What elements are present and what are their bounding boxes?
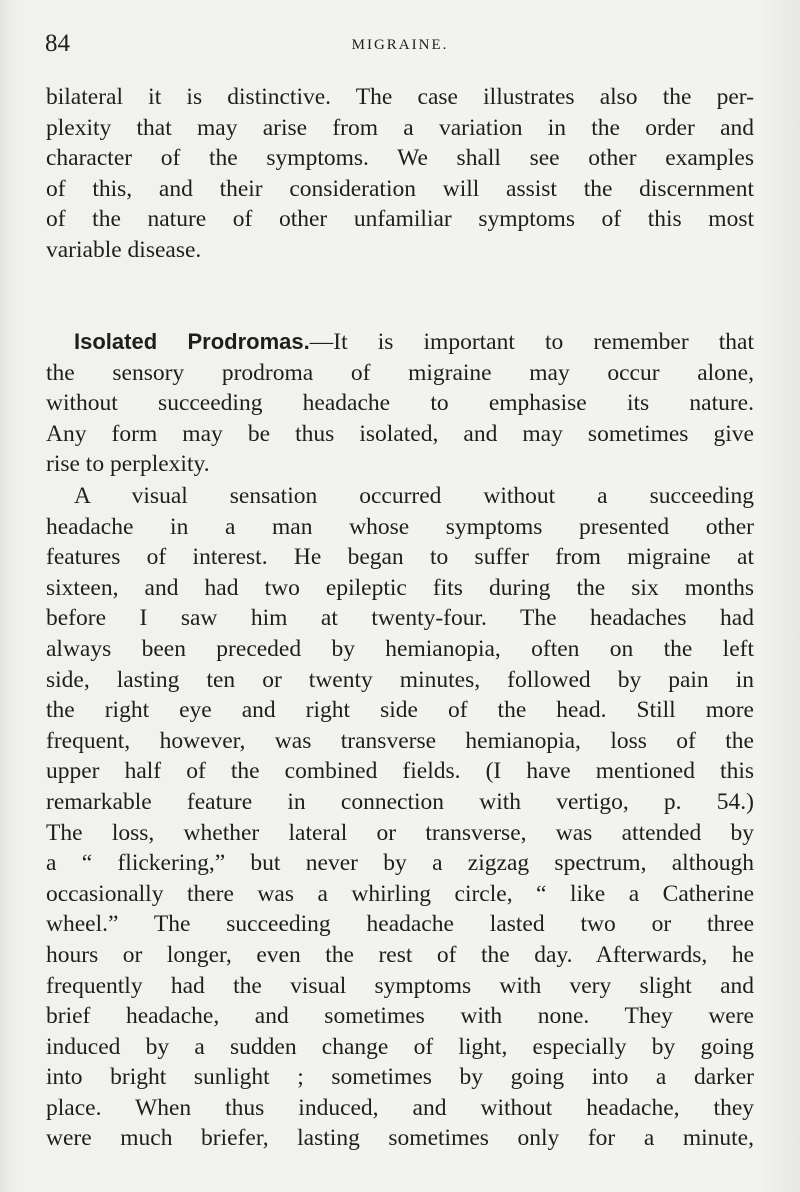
text-line: upper half of the combined fields. (I have mentioned this xyxy=(46,758,754,785)
text-line: frequently had the visual symptoms with very slight and xyxy=(46,972,754,999)
text-line: wheel.” The succeeding headache lasted two or three xyxy=(46,911,754,938)
text-line: brief headache, and sometimes with none. They were xyxy=(46,1003,754,1030)
text-line: side, lasting ten or twenty minutes, followed by pain in xyxy=(46,666,754,693)
text-line: were much briefer, lasting sometimes only for a minute, xyxy=(46,1125,754,1152)
text-line: frequent, however, was transverse hemianopia, loss of the xyxy=(46,727,754,754)
text-line: rise to perplexity. xyxy=(46,451,210,478)
section-heading: Isolated Prodromas. xyxy=(74,329,310,354)
text-line: headache in a man whose symptoms presented other xyxy=(46,513,754,540)
text-line: into bright sunlight ; sometimes by going into a darker xyxy=(46,1064,754,1091)
heading-continuation: —It is important to remember that xyxy=(309,329,754,355)
page-number: 84 xyxy=(45,30,70,57)
text-line: induced by a sudden change of light, especially by going xyxy=(46,1033,754,1060)
text-line: occasionally there was a whirling circle, “ like a Catherine xyxy=(46,880,754,907)
paragraph-isolated-prodromas xyxy=(46,327,754,480)
text-line: The loss, whether lateral or transverse, was attended by xyxy=(46,819,754,846)
running-title: MIGRAINE. xyxy=(351,37,449,53)
text-line: plexity that may arise from a variation in the order and xyxy=(46,114,754,141)
text-line: remarkable feature in connection with vertigo, p. 54.) xyxy=(46,788,754,815)
text-line: of the nature of other unfamiliar symptoms of this most xyxy=(46,206,754,233)
text-line: character of the symptoms. We shall see other examples xyxy=(46,145,754,172)
text-line: hours or longer, even the rest of the day. Afterwards, he xyxy=(46,941,754,968)
text-line: a “ flickering,” but never by a zigzag spectrum, although xyxy=(46,850,754,877)
text-line: Any form may be thus isolated, and may sometimes give xyxy=(46,420,754,447)
text-line: place. When thus induced, and without headache, they xyxy=(46,1094,754,1121)
text-line: before I saw him at twenty-four. The headaches had xyxy=(46,605,754,632)
text-line: sixteen, and had two epileptic fits during the six months xyxy=(46,574,754,601)
text-line: of this, and their consideration will assist the discernment xyxy=(46,175,754,202)
text-line: A visual sensation occurred without a succeeding xyxy=(74,483,754,509)
text-line: always been preceded by hemianopia, often on the left xyxy=(46,635,754,662)
text-line: features of interest. He began to suffer from migraine at xyxy=(46,544,754,571)
text-line-with-heading xyxy=(46,327,754,358)
text-line: variable disease. xyxy=(46,236,202,263)
text-line: without succeeding headache to emphasise its nature. xyxy=(46,390,754,417)
paragraph-case xyxy=(46,481,754,1154)
text-line: the sensory prodroma of migraine may occur alone, xyxy=(46,359,754,386)
paragraph-intro xyxy=(46,82,754,266)
text-line: bilateral it is distinctive. The case illustrates also the per- xyxy=(46,84,754,110)
text-line: the right eye and right side of the head. Still more xyxy=(46,697,754,724)
page-header xyxy=(45,30,755,66)
